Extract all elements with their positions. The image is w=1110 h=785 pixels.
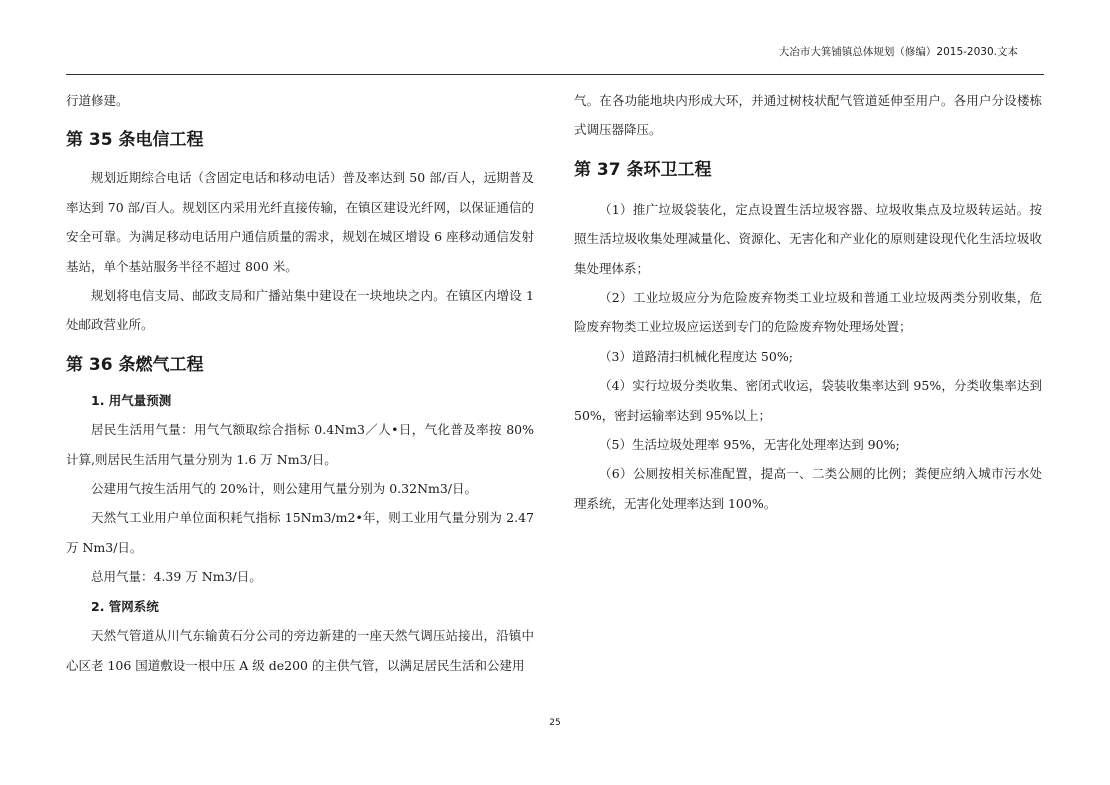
continuation-text: 气。在各功能地块内形成大环，并通过树枝状配气管道延伸至用户。各用户分设楼栋式调压器降压。 (574, 93, 1042, 138)
article-36-paragraph-5: 天然气管道从川气东输黄石分公司的旁边新建的一座天然气调压站接出，沿镇中心区老 106 国道敷设一根中压 A 级 de200 的主供气管，以满足居民生活和公建用 (66, 628, 534, 673)
page-number: 25 (549, 718, 561, 728)
article-36-paragraph-3: 天然气工业用户单位面积耗气指标 15Nm3/m2•年，则工业用气量分别为 2.47 万 Nm3/日。 (66, 510, 534, 555)
article-37-item-5: （5）生活垃圾处理率 95%，无害化处理率达到 90%; (599, 437, 900, 453)
article-36-heading: 第 36 条燃气工程 (66, 354, 204, 375)
right-column (574, 86, 1042, 518)
document-header-title: 大冶市大箕铺镇总体规划（修编）2015-2030.文本 (778, 46, 1018, 58)
continuation-text: 行道修建。 (66, 93, 129, 108)
article-36-paragraph-2: 公建用气按生活用气的 20%计，则公建用气量分别为 0.32Nm3/日。 (91, 481, 478, 497)
article-37-heading: 第 37 条环卫工程 (574, 159, 712, 180)
article-37-item-3: （3）道路清扫机械化程度达 50%; (599, 348, 793, 364)
article-36-paragraph-1: 居民生活用气量：用气气额取综合指标 0.4Nm3／人•日，气化普及率按 80%计算,则居民生活用气量分别为 1.6 万 Nm3/日。 (66, 422, 534, 467)
article-35-paragraph-1: 规划近期综合电话（含固定电话和移动电话）普及率达到 50 部/百人，远期普及率达到 70 部/百人。规划区内采用光纤直接传输，在镇区建设光纤网，以保证通信的安全可靠。为满足移动电话用户通信质量的需求，规划在城区增设 6 座移动通信发射基站，单个基站服务半径不超过 800 米。 (66, 170, 534, 274)
header-divider (66, 74, 1044, 75)
article-37-item-1: （1）推广垃圾袋装化，定点设置生活垃圾容器、垃圾收集点及垃圾转运站。按照生活垃圾收集处理减量化、资源化、无害化和产业化的原则建设现代化生活垃圾收集处理体系； (574, 201, 1042, 276)
article-35-heading: 第 35 条电信工程 (66, 130, 204, 151)
article-36-paragraph-4: 总用气量：4.39 万 Nm3/日。 (91, 569, 262, 585)
article-37-item-4: （4）实行垃圾分类收集、密闭式收运，袋装收集率达到 95%，分类收集率达到 50%，密封运输率达到 95%以上； (574, 378, 1042, 423)
article-35-paragraph-2: 规划将电信支局、邮政支局和广播站集中建设在一块地块之内。在镇区内增设 1 处邮政营业所。 (66, 288, 534, 333)
article-36-subheading-2: 2. 管网系统 (91, 598, 159, 614)
left-column (66, 86, 534, 680)
article-36-subheading-1: 1. 用气量预测 (91, 392, 172, 408)
article-37-item-2: （2）工业垃圾应分为危险废弃物类工业垃圾和普通工业垃圾两类分别收集，危险废弃物类工业垃圾应运送到专门的危险废弃物处理场处置； (574, 290, 1042, 335)
article-37-item-6: （6）公厕按相关标准配置，提高一、二类公厕的比例；粪便应纳入城市污水处理系统，无害化处理率达到 100%。 (574, 466, 1042, 511)
